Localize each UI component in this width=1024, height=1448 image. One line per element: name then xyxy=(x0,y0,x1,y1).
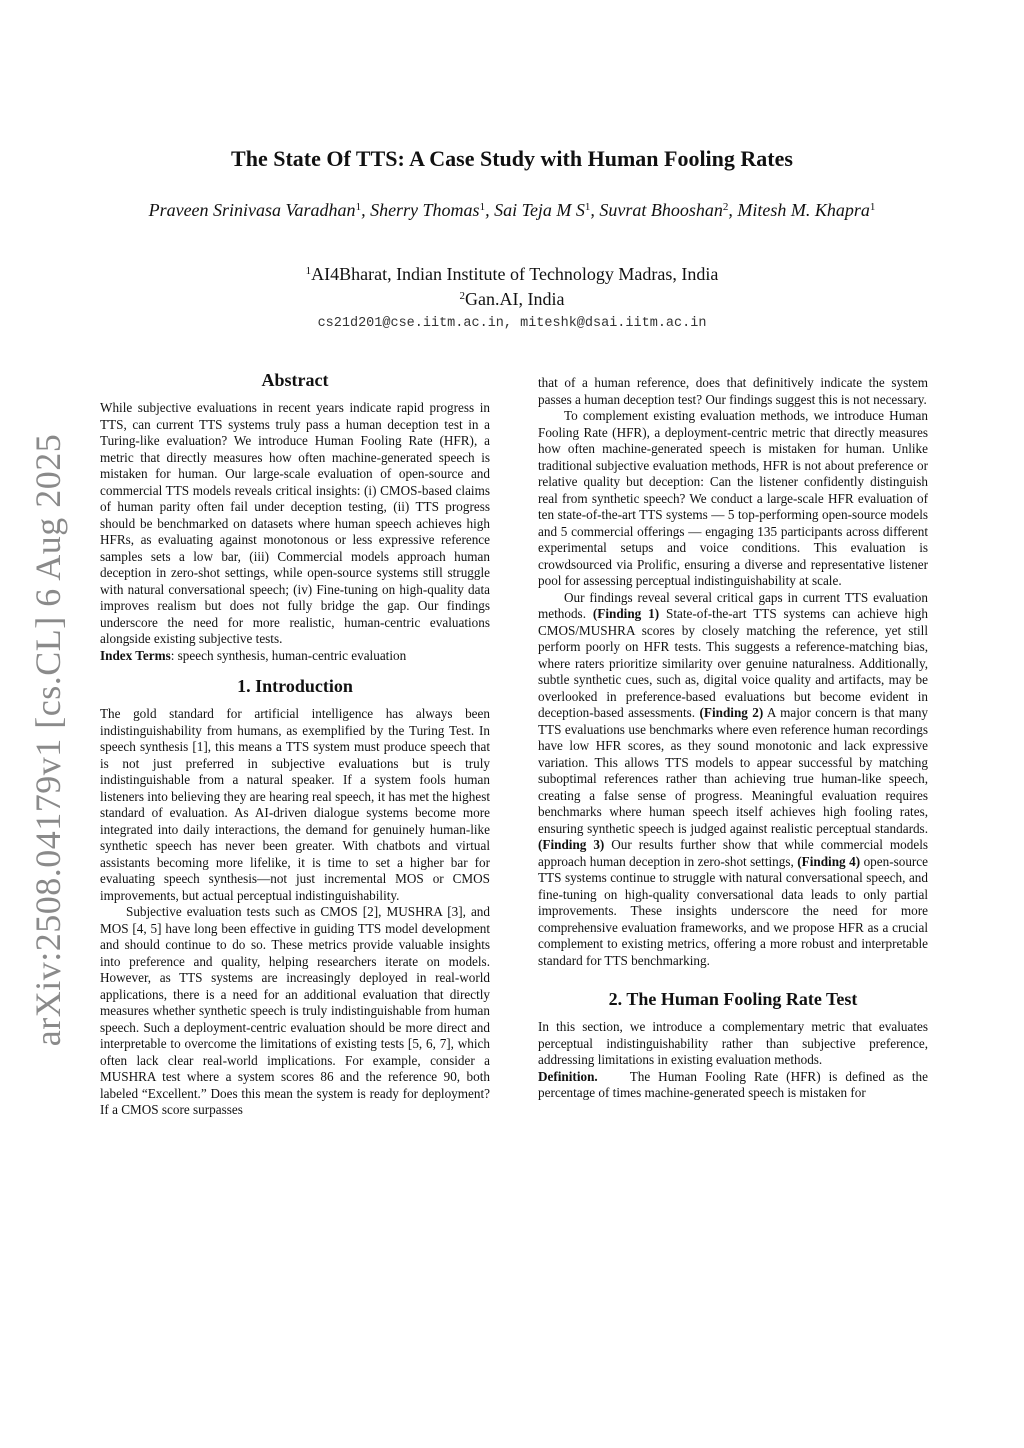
intro-paragraph-1: The gold standard for artificial intelligence has always been indistinguishability from humans, as exemplified by the Turing Test. In speech synthesis [1], this means a TTS system must produce speech that is not just preferred in subjective evaluations but is truly indistinguishable from a natural speaker. If a system fools human listeners into believing they are hearing real speech, it has met the highest standard of evaluation. As AI-driven dialogue systems become more integrated into daily interactions, the demand for genuinely human-like synthetic speech has never been greater. With chatbots and virtual assistants becoming more lifelike, it is time to set a higher bar for evaluating speech synthesis—not just incremental MOS or CMOS improvements, but actual perceptual indistinguishability. xyxy=(100,706,490,903)
hfr-paragraph-1: In this section, we introduce a complementary metric that evaluates perceptual indistinguishability rather than subjective preference, addressing limitations in existing evaluation methods. xyxy=(538,1019,928,1067)
author: Sherry Thomas$^1$, xyxy=(370,200,495,220)
affiliation: $^1$AI4Bharat, Indian Institute of Technology Madras, India xyxy=(305,264,719,284)
hfr-definition: Definition. The Human Fooling Rate (HFR) is defined as the percentage of times machine-generated speech is mistaken for xyxy=(538,1068,929,1100)
intro-paragraph-2: Subjective evaluation tests such as CMOS [2], MUSHRA [3], and MOS [4, 5] have long been effective in guiding TTS model development and should continue to do so. These metrics provide valuable insights into preference and quality, helping researchers iterate on models. However, as TTS systems are increasingly deployed in real-world applications, there is a need for an additional evaluation that directly measures whether synthetic speech is truly indistinguishable from human speech. Such a deployment-centric evaluation should be more direct and interpretable to overcome the limitations of existing tests [5, 6, 7], which often lack clear real-world implications. For example, consider a MUSHRA test where a system scores 86 and the reference 90, both labeled “Excellent.” Does this mean the system is ready for deployment? If a CMOS score surpasses xyxy=(100,904,490,1117)
author: Suvrat Bhooshan$^2$, xyxy=(599,200,738,220)
affiliations xyxy=(0,262,1024,312)
abstract-heading: Abstract xyxy=(261,370,329,390)
intro-paragraph-2-continued: that of a human reference, does that definitively indicate the system passes a human deception test? Our findings suggest this is not necessary. xyxy=(538,375,928,407)
right-column xyxy=(538,375,928,1102)
author-emails: cs21d201@cse.iitm.ac.in, miteshk@dsai.iitm.ac.in xyxy=(317,316,707,331)
intro-heading: 1. Introduction xyxy=(237,676,353,696)
author: Praveen Srinivasa Varadhan$^1$, xyxy=(148,200,371,220)
intro-paragraph-3: To complement existing evaluation methods, we introduce Human Fooling Rate (HFR), a deployment-centric metric that directly measures how often machine-generated speech is mistaken for human. Unlike traditional subjective evaluation methods, HFR is not about preference or relative quality but deception: Can the listener confidently distinguish real from synthetic speech? We conduct a large-scale HFR evaluation of ten state-of-the-art TTS systems — 5 top-performing open-source models and 5 commercial offerings — engaging 135 participants across different experimental setups and voice conditions. This evaluation is crowdsourced via Prolific, ensuring a diverse and representative listener pool for assessing perceptual indistinguishability at scale. xyxy=(538,408,928,588)
paper-title: The State Of TTS: A Case Study with Human Fooling Rates xyxy=(231,146,793,171)
arxiv-side-stamp: arXiv:2508.04179v1 [cs.CL] 6 Aug 2025 xyxy=(28,433,68,1047)
author-list xyxy=(120,198,904,223)
author: Sai Teja M $S^1$, xyxy=(494,200,600,220)
author: Mitesh M. Khapra$^1$ xyxy=(737,200,876,220)
affiliation: $^2$Gan.AI, India xyxy=(459,289,565,309)
intro-paragraph-4: Our findings reveal several critical gaps in current TTS evaluation methods. (Finding 1) State-of-the-art TTS systems can achieve high CMOS/MUSHRA scores by closely matching the reference, yet still perform poorly on HFR tests. This suggests a reference-matching bias, where raters prioritize similarity over genuine naturalness. Additionally, subtle synthetic cues, such as, digital voice quality and artifacts, may be overlooked in preference-based evaluations but become evident in deception-based assessments. (Finding 2) A major concern is that many TTS evaluations use benchmarks where even reference human recordings have low HFR scores, as they sound monotonic and lack expressive variation. This allows TTS models to appear successful by matching suboptimal references rather than achieving true human-like speech, creating a false sense of progress. Meaningful evaluation requires benchmarks where human speech itself achieves high fooling rates, ensuring synthetic speech is judged against realistic perceptual standards. (Finding 3) Our results further show that while commercial models approach human deception in zero-shot settings, (Finding 4) open-source TTS systems continue to struggle with natural conversational speech, and fine-tuning on high-quality conversational data leads to only partial improvements. These insights underscore the need for more comprehensive evaluation frameworks, and we propose HFR as a crucial complement to existing metrics, offering a more robust and interpretable standard for TTS benchmarking. xyxy=(538,589,929,968)
abstract-text: While subjective evaluations in recent years indicate rapid progress in TTS, can current TTS systems truly pass a human deception test in a Turing-like evaluation? We introduce Human Fooling Rate (HFR), a metric that directly measures how often machine-generated speech is mistaken for human. Our large-scale evaluation of open-source and commercial TTS models reveals critical insights: (i) CMOS-based claims of human parity often fail under deception testing, (ii) TTS progress should be benchmarked on datasets where human speech achieves high HFRs, as evaluating against monotonous or less expressive reference samples sets a low bar, (iii) Commercial models approach human deception in zero-shot settings, while open-source systems still struggle with natural conversational speech; (iv) Fine-tuning on high-quality data improves realism but does not fully bridge the gap. Our findings underscore the need for more realistic, human-centric evaluations alongside existing subjective tests. xyxy=(100,400,490,646)
left-column xyxy=(100,368,490,1119)
hfr-section-heading: 2. The Human Fooling Rate Test xyxy=(608,989,858,1009)
index-terms: Index Terms: speech synthesis, human-centric evaluation xyxy=(100,647,407,663)
